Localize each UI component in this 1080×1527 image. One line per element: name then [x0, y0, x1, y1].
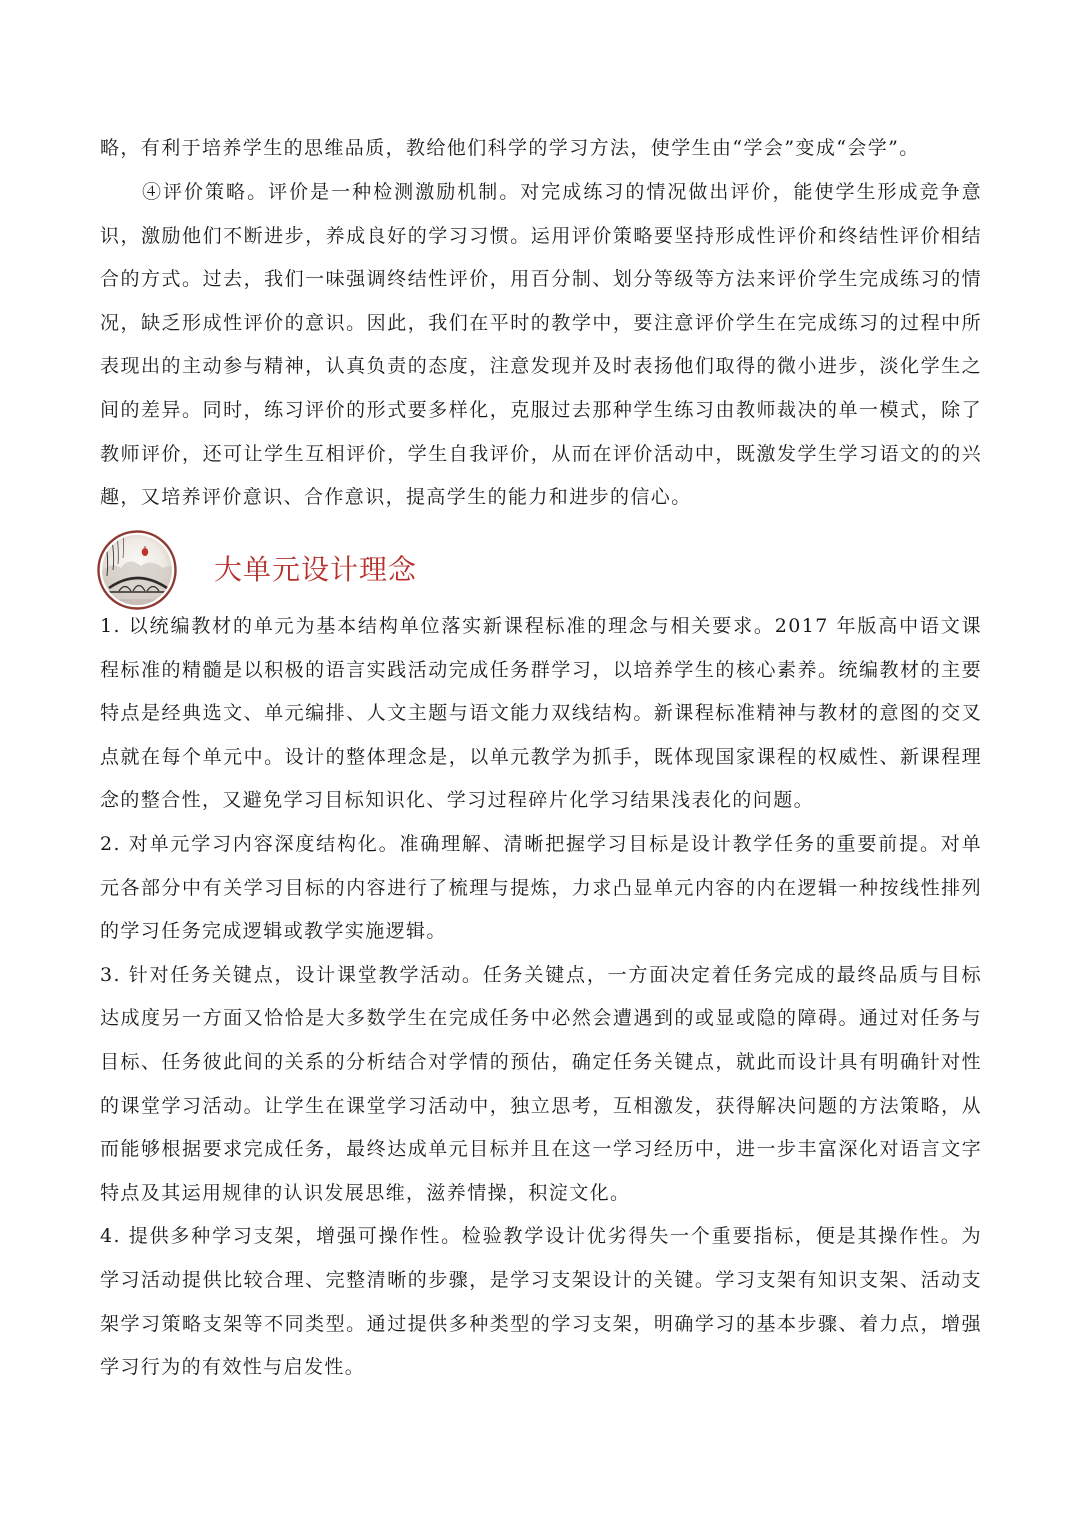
section-title: 大单元设计理念: [214, 553, 418, 586]
list-item: 1. 以统编教材的单元为基本结构单位落实新课程标准的理念与相关要求。2017 年版高中语文课程标准的精髓是以积极的语言实践活动完成任务群学习，以培养学生的核心素养。统编教材的主要特点是经典选文、单元编排、人文主题与语文能力双线结构。新课程标准精神与教材的意图的交叉点就在每个单元中。设计的整体理念是，以单元教学为抓手，既体现国家课程的权威性、新课程理念的整合性，又避免学习目标知识化、学习过程碎片化学习结果浅表化的问题。: [100, 615, 982, 812]
evaluation-strategy-paragraph: ④评价策略。评价是一种检测激励机制。对完成练习的情况做出评价，能使学生形成竞争意识，激励他们不断进步，养成良好的学习习惯。运用评价策略要坚持形成性评价和终结性评价相结合的方式。过去，我们一味强调终结性评价，用百分制、划分等级等方法来评价学生完成练习的情况，缺乏形成性评价的意识。因此，我们在平时的教学中，要注意评价学生在完成练习的过程中所表现出的主动参与精神，认真负责的态度，注意发现并及时表扬他们取得的微小进步，淡化学生之间的差异。同时，练习评价的形式要多样化，克服过去那种学生练习由教师裁决的单一模式，除了教师评价，还可让学生互相评价，学生自我评价，从而在评价活动中，既激发学生学习语文的的兴趣，又培养评价意识、合作意识，提高学生的能力和进步的信心。: [100, 181, 982, 509]
design-principles-list: [100, 605, 982, 1390]
section-header: [97, 530, 979, 610]
continuation-paragraph: 略，有利于培养学生的思维品质，教给他们科学的学习方法，使学生由“学会”变成“会学”。: [100, 137, 920, 159]
landscape-bridge-emblem-icon: [97, 530, 177, 610]
list-item: 4. 提供多种学习支架，增强可操作性。检验教学设计优劣得失一个重要指标，便是其操作性。为学习活动提供比较合理、完整清晰的步骤，是学习支架设计的关键。学习支架有知识支架、活动支架学习策略支架等不同类型。通过提供多种类型的学习支架，明确学习的基本步骤、着力点，增强学习行为的有效性与启发性。: [100, 1225, 982, 1379]
list-item: 3. 针对任务关键点，设计课堂教学活动。任务关键点，一方面决定着任务完成的最终品质与目标达成度另一方面又恰恰是大多数学生在完成任务中必然会遭遇到的或显或隐的障碍。通过对任务与目标、任务彼此间的关系的分析结合对学情的预估，确定任务关键点，就此而设计具有明确针对性的课堂学习活动。让学生在课堂学习活动中，独立思考，互相激发，获得解决问题的方法策略，从而能够根据要求完成任务，最终达成单元目标并且在这一学习经历中，进一步丰富深化对语言文字特点及其运用规律的认识发展思维，滋养情操，积淀文化。: [100, 963, 982, 1204]
list-item: 2. 对单元学习内容深度结构化。准确理解、清晰把握学习目标是设计教学任务的重要前提。对单元各部分中有关学习目标的内容进行了梳理与提炼，力求凸显单元内容的内在逻辑一种按线性排列的学习任务完成逻辑或教学实施逻辑。: [100, 832, 982, 943]
